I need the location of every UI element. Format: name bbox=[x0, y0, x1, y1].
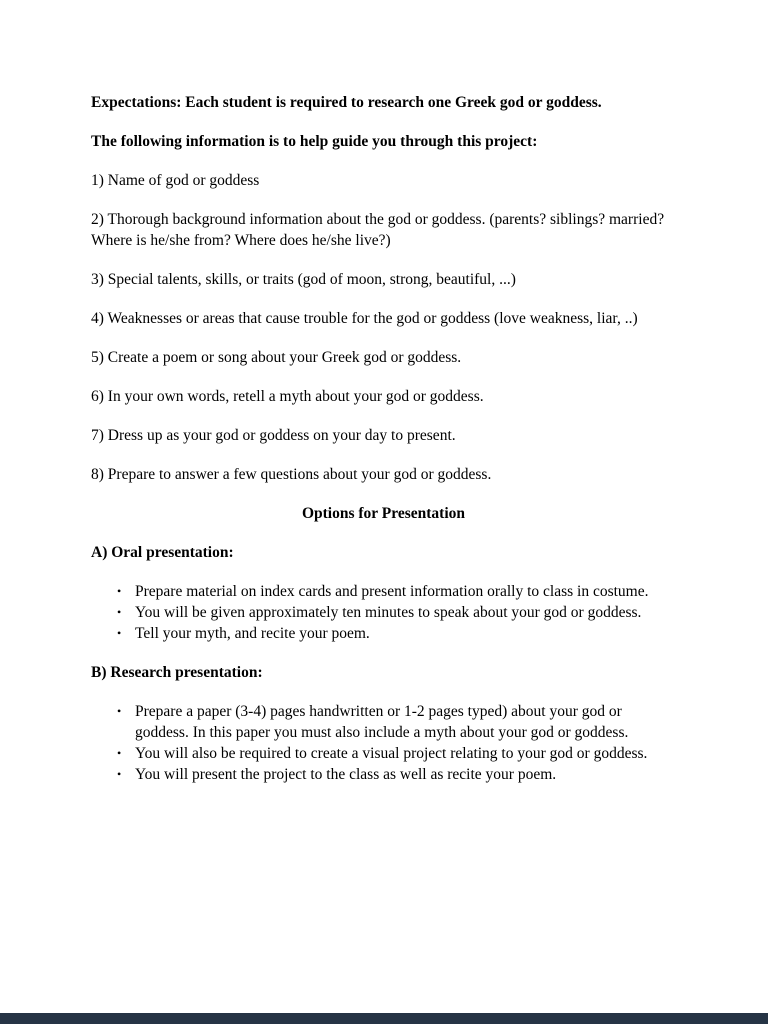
section-a-heading: A) Oral presentation: bbox=[91, 544, 234, 561]
bullet-item: • You will be given approximately ten minutes to speak about your god or goddess. bbox=[135, 602, 676, 623]
bullet-item: • Prepare material on index cards and present information orally to class in costume. bbox=[135, 581, 676, 602]
guide-heading: The following information is to help guide you through this project: bbox=[91, 133, 538, 150]
numbered-item-5: 5) Create a poem or song about your Greek god or goddess. bbox=[91, 349, 462, 366]
bullet-item: • You will present the project to the class as well as recite your poem. bbox=[135, 764, 676, 785]
numbered-item-2: 2) Thorough background information about the god or goddess. (parents? siblings? married? Where is he/she from? Where does he/she live?) bbox=[91, 211, 665, 249]
section-b-bullet-list bbox=[91, 701, 676, 785]
numbered-item-4: 4) Weaknesses or areas that cause trouble for the god or goddess (love weakness, liar, ..) bbox=[91, 310, 638, 327]
numbered-item-1: 1) Name of god or goddess bbox=[91, 172, 260, 189]
numbered-item-3: 3) Special talents, skills, or traits (god of moon, strong, beautiful, ...) bbox=[91, 271, 516, 288]
expectations-heading: Expectations: Each student is required to research one Greek god or goddess. bbox=[91, 94, 602, 111]
section-a-bullet-list bbox=[91, 581, 676, 644]
viewer-footer-bar bbox=[0, 1013, 768, 1024]
bullet-item: • You will also be required to create a visual project relating to your god or goddess. bbox=[135, 743, 676, 764]
numbered-item-7: 7) Dress up as your god or goddess on your day to present. bbox=[91, 427, 456, 444]
section-b-heading: B) Research presentation: bbox=[91, 664, 263, 681]
bullet-item: • Tell your myth, and recite your poem. bbox=[135, 623, 676, 644]
options-for-presentation-title: Options for Presentation bbox=[301, 505, 466, 522]
numbered-item-8: 8) Prepare to answer a few questions about your god or goddess. bbox=[91, 466, 492, 483]
numbered-item-6: 6) In your own words, retell a myth about your god or goddess. bbox=[91, 388, 484, 405]
bullet-item: • Prepare a paper (3-4) pages handwritten or 1-2 pages typed) about your god or goddess. In this paper you must also include a myth about your god or goddess. bbox=[135, 701, 676, 743]
